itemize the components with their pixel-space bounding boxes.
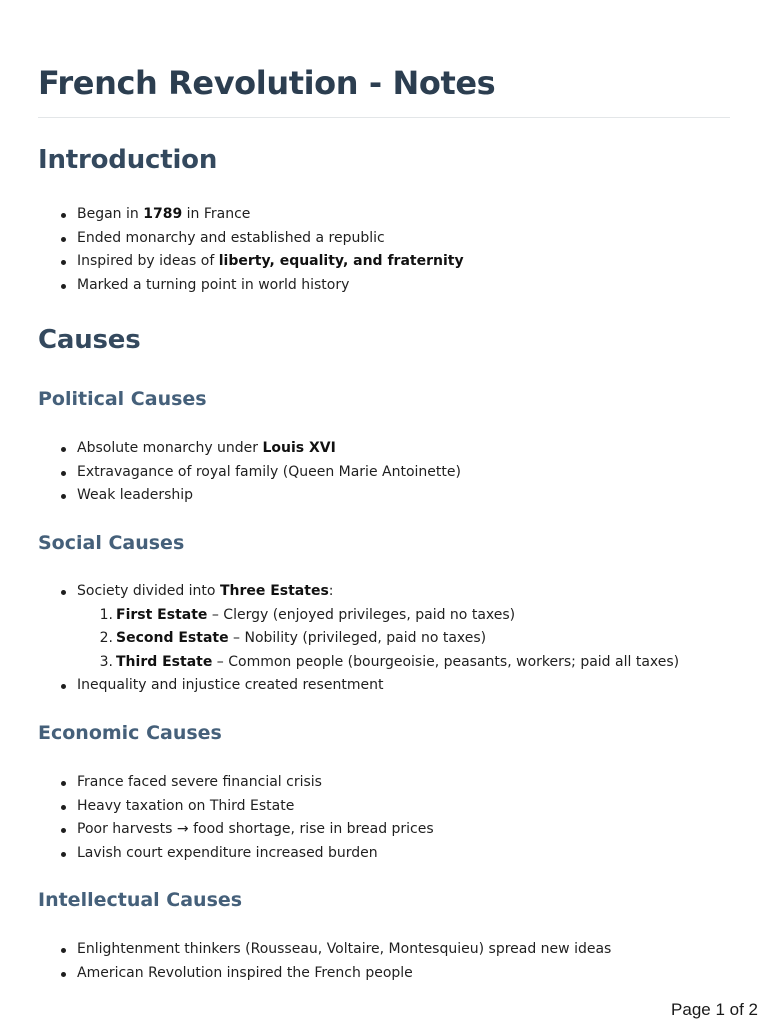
estate-item: 1. First Estate – Clergy (enjoyed privileges, paid no taxes) <box>99 606 516 623</box>
section-heading-causes: Causes <box>38 325 141 355</box>
list-item: Lavish court expenditure increased burden <box>38 842 434 866</box>
list-item: Heavy taxation on Third Estate <box>38 795 434 819</box>
page-number-label: Page 1 of 2 <box>671 1000 758 1019</box>
list-item: France faced severe financial crisis <box>38 771 434 795</box>
list-item: Began in 1789 in France <box>38 203 464 227</box>
subsection-heading-economic: Economic Causes <box>38 722 222 744</box>
list-item: Ended monarchy and established a republic <box>38 227 464 251</box>
estates-list <box>77 604 679 675</box>
subsection-heading-intellectual: Intellectual Causes <box>38 889 243 911</box>
economic-causes-list <box>38 771 434 865</box>
list-item: Marked a turning point in world history <box>38 274 464 298</box>
list-item: Poor harvests → food shortage, rise in bread prices <box>38 818 434 842</box>
list-item: Enlightenment thinkers (Rousseau, Voltaire, Montesquieu) spread new ideas <box>38 938 611 962</box>
subsection-heading-social: Social Causes <box>38 532 185 554</box>
document-title: French Revolution - Notes <box>38 64 496 102</box>
list-item: Society divided into Three Estates: 1. First Estate – Clergy (enjoyed privileges, paid no taxes) 2. Second Estate – Nobility (privileged, paid no taxes) 3. Third Estate – Common people (bourgeoisie, peasants, workers; paid all taxes) <box>38 580 679 674</box>
list-item: Extravagance of royal family (Queen Marie Antoinette) <box>38 461 461 485</box>
subsection-heading-political: Political Causes <box>38 388 207 410</box>
political-causes-list <box>38 437 461 508</box>
list-item: Inequality and injustice created resentment <box>38 674 679 698</box>
estate-item: 2. Second Estate – Nobility (privileged, paid no taxes) <box>99 630 487 646</box>
list-item: American Revolution inspired the French people <box>38 962 611 986</box>
list-item: Weak leadership <box>38 484 461 508</box>
list-item: Absolute monarchy under Louis XVI <box>38 437 461 461</box>
list-item: Inspired by ideas of liberty, equality, and fraternity <box>38 250 464 274</box>
intellectual-causes-list <box>38 938 611 985</box>
social-causes-list <box>38 580 679 698</box>
estate-item: 3. Third Estate – Common people (bourgeoisie, peasants, workers; paid all taxes) <box>99 653 680 670</box>
introduction-list <box>38 203 464 297</box>
section-heading-introduction: Introduction <box>38 145 218 175</box>
title-divider <box>38 117 730 118</box>
